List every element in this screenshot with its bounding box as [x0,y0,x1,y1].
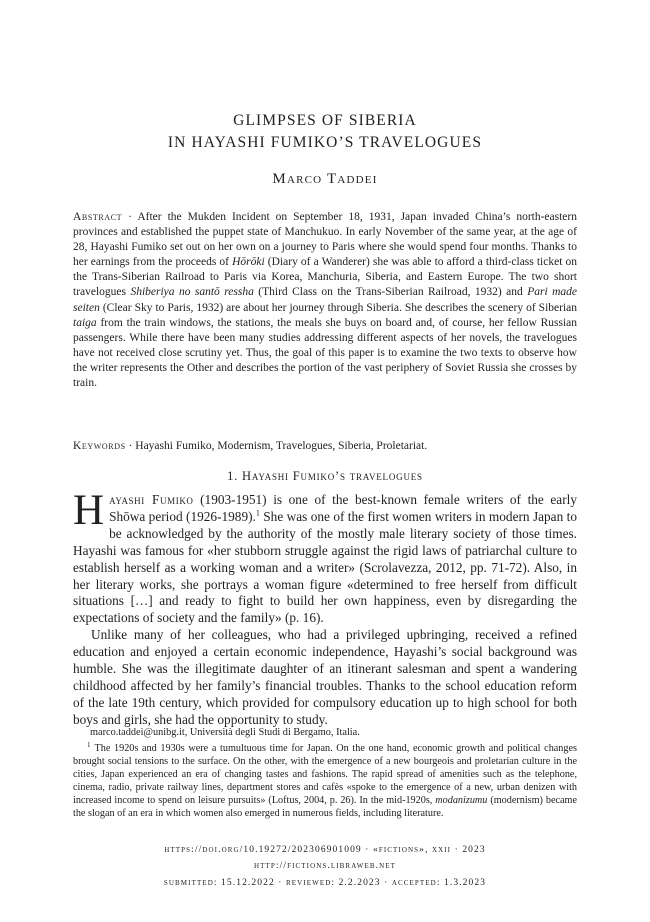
keywords-text: Hayashi Fumiko, Modernism, Travelogues, Siberia, Proletariat. [135,440,428,452]
author-name: Marco Taddei [272,171,378,187]
paragraph-2: Unlike many of her colleagues, who had a privileged upbringing, received a refined education and enjoyed a certain economic independence, Hayashi’s social background was humble. She was the illegitimate daughter of an itinerant salesman and spent a wandering childhood affected by her family’s financial troubles. Thanks to the school education reform of the late 19th century, which provided for compulsory education up to high school for both boys and girls, she had the opportunity to study. [73,627,577,727]
footnote-mark: 1 [87,740,91,749]
abstract-title-horoki: Hōrōki [232,256,265,269]
footer-doi[interactable]: https://doi.org/10.19272/202306901009 · «fictions», xxii · 2023 [164,845,486,855]
abstract-text-3: (Third Class on the Trans-Siberian Railroad, 1932) and [253,286,528,299]
paragraph-1-text-b: She was one of the first women writers in modern Japan to be acknowledged by the authority of the mostly male literary society of those times. Hayashi was famous for «her stubborn struggle against the rigid laws of patriarchal culture to establish herself as a working woman and a writer» (Scrolavezza, 2012, pp. 71-72). Also, in her literary works, she portrays a woman figure «determined to free herself from difficult situations […] and ready to fight to build her own happiness, even by disregarding the expectations of society and the family» (p. 16). [73,508,577,626]
drop-cap: H [73,487,105,534]
abstract-separator: · [122,211,138,223]
footer-url[interactable]: http://fictions.libraweb.net [253,861,397,871]
abstract-title-shiberiya: Shiberiya no santō ressha [130,286,254,299]
article-title-line-2: IN HAYASHI FUMIKO’S TRAVELOGUES [167,134,483,151]
paragraph-1 [73,487,577,627]
body-text [73,487,577,729]
lead-in-name: ayashi Fumiko [109,492,194,507]
author-affiliation: marco.taddei@unibg.it, Università degli Studi di Bergamo, Italia. [90,727,360,738]
abstract-text-1: After the Mukden Incident on September 18, 1931, Japan invaded China’s north-eastern provinces and established the puppet state of Manchukuo. In early November of the same year, at the age of 28, Hayashi Fumiko set out on her own on a journey to Paris where she would spend four months. Thanks to her earnings from the proceeds of [73,211,577,269]
footnote-text-1: The 1920s and 1930s were a tumultuous time for Japan. On the one hand, economic growth and political changes brought social tensions to the surface. On the other, with the emergence of a new bourgeois and proletarian culture in the cities, Japan experienced an era of changing tastes and fashions. The rapid spread of amenities such as the telephone, cinema, radio, private railway lines, department stores and cafès «spoke to the emergence of a new, urban denizen with increased income to spend on leisure pursuits» (Loftus, 2004, p. 26). In the mid-1920s, [73,743,577,806]
article-title-line-1: GLIMPSES OF SIBERIA [233,112,417,129]
keywords-separator: · [125,440,136,452]
footnote-term-modanizumu: modanizumu [435,795,488,806]
footnote-reference[interactable]: 1 [255,508,260,518]
section-heading: 1. Hayashi Fumiko’s travelogues [227,469,423,483]
keywords-label: Keywords [73,440,126,452]
abstract-text-5: from the train windows, the stations, the meals she buys on board and, of course, her fellow Russian passengers. While there have been many studies addressing different aspects of her novels, the travelogues have not received close scrutiny yet. Thus, the goal of this paper is to examine the two texts to observe how the writer represents the Other and describes the portion of the vast periphery of Soviet Russia she crosses by train. [73,316,577,390]
abstract-term-taiga: taiga [73,316,97,329]
footnote-1 [73,742,577,820]
keywords [73,439,577,454]
footnote-text-2: (modernism) became the slogan of an era in which women also emerged in numerous fields, including literature. [73,795,577,819]
abstract-text-4: (Clear Sky to Paris, 1932) are about her journey through Siberia. She describes the scenery of Siberian [99,301,577,314]
abstract-text-2: (Diary of a Wanderer) she was able to afford a third-class ticket on the Trans-Siberian Railroad to Paris via Korea, Manchuria, Siberia, and Eastern Europe. The two short travelogues [73,256,577,299]
footer-dates: submitted: 15.12.2022 · reviewed: 2.2.2023 · accepted: 1.3.2023 [163,878,487,888]
paragraph-1-text-a: (1903-1951) is one of the best-known female writers of the early Shōwa period (1926-1989). [109,492,577,524]
abstract-title-pari: Pari made seiten [73,286,577,314]
abstract [73,210,577,391]
abstract-label: Abstract [73,211,123,223]
